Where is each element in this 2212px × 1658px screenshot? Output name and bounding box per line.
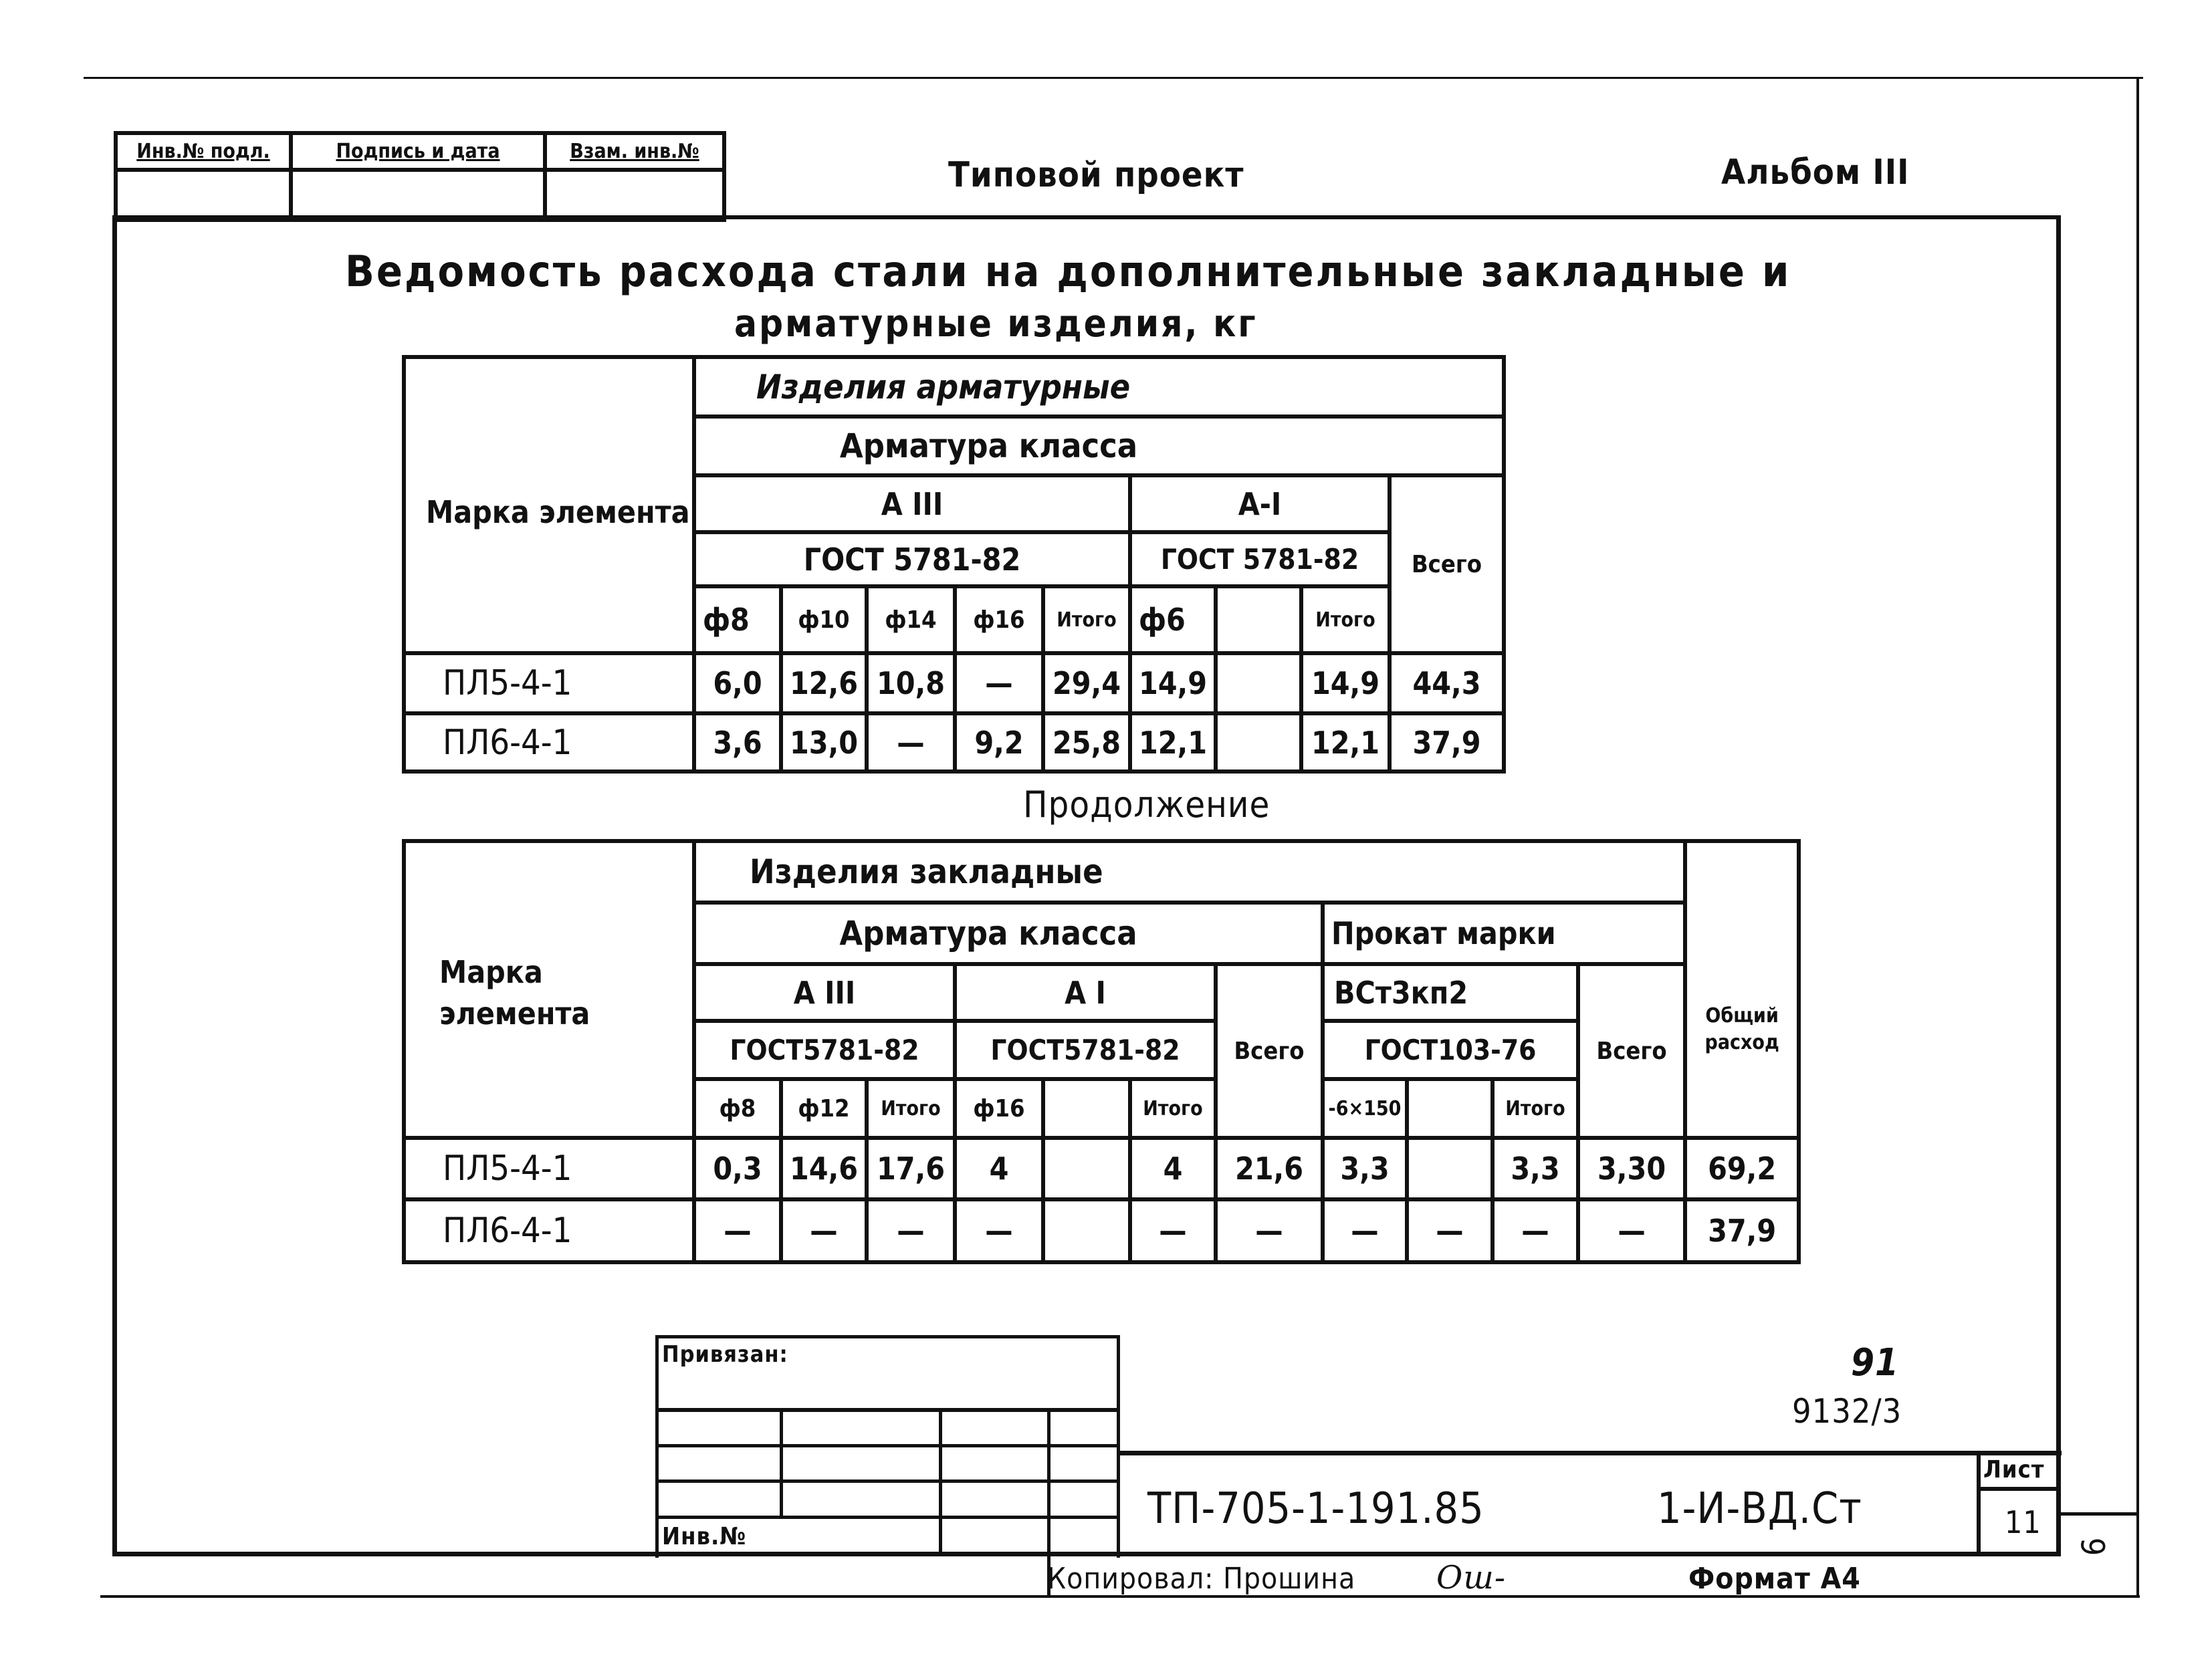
table-row xyxy=(404,1138,1799,1199)
total-rebar-header: Всего xyxy=(1216,964,1323,1138)
cell xyxy=(1216,653,1301,713)
cell: 12,6 xyxy=(781,653,867,713)
cell: — xyxy=(1407,1199,1492,1262)
cell: 69,2 xyxy=(1685,1138,1799,1199)
side-page-number: 6 xyxy=(2076,1536,2114,1556)
sheet-divider xyxy=(1977,1487,2061,1491)
cell: — xyxy=(955,653,1043,713)
cell: 21,6 xyxy=(1216,1138,1323,1199)
cell: 9,2 xyxy=(955,713,1043,772)
rebar-products-table xyxy=(402,355,1506,774)
subcol-header: Итого xyxy=(1043,586,1130,653)
bound-col-line xyxy=(780,1408,783,1518)
cell: 3,3 xyxy=(1492,1138,1578,1199)
cell: 6,0 xyxy=(694,653,781,713)
cell: 3,30 xyxy=(1578,1138,1685,1199)
group-header: Изделия закладные xyxy=(694,841,1685,903)
cell: — xyxy=(1323,1199,1407,1262)
signature: Ош- xyxy=(1436,1559,1507,1596)
copied-by: Копировал: Прошина xyxy=(1047,1562,1356,1596)
cell: — xyxy=(781,1199,867,1262)
cell: 4 xyxy=(1130,1138,1216,1199)
inv-label: Инв.№ xyxy=(662,1523,747,1550)
subcol-header: ф6 xyxy=(1130,586,1216,653)
gost-a1-header: ГОСТ 5781-82 xyxy=(1130,532,1390,586)
cell: — xyxy=(1130,1199,1216,1262)
subcol-header: ф16 xyxy=(955,1079,1043,1138)
cell xyxy=(1407,1138,1492,1199)
cell: — xyxy=(1216,1199,1323,1262)
document-title-line1: Ведомость расхода стали на дополнительные закладные и xyxy=(345,247,1791,297)
cell: 37,9 xyxy=(1685,1199,1799,1262)
subcol-header: Итого xyxy=(867,1079,955,1138)
class-a3-header: А III xyxy=(694,964,955,1021)
steel-grade: ВСт3кп2 xyxy=(1323,964,1578,1021)
stamp-signature-value xyxy=(291,170,545,220)
mark-header-text: Марка элемента xyxy=(426,493,690,530)
stamp-inv-header: Инв.№ подл. xyxy=(116,133,291,170)
bound-label: Привязан: xyxy=(662,1341,788,1368)
class-a1-header: А-I xyxy=(1130,475,1390,532)
group-header: Изделия арматурные xyxy=(694,357,1504,417)
stamp-replaced-value xyxy=(545,170,724,220)
cell: 29,4 xyxy=(1043,653,1130,713)
right-trim-line xyxy=(2136,77,2139,1598)
row-mark: ПЛ6-4-1 xyxy=(404,1199,694,1262)
cell: — xyxy=(694,1199,781,1262)
sheet-number: 11 xyxy=(2005,1504,2041,1540)
cell: 25,8 xyxy=(1043,713,1130,772)
class-a1-header: А I xyxy=(955,964,1216,1021)
project-label: Типовой проект xyxy=(948,155,1244,195)
grand-total-header: Общий расход xyxy=(1685,841,1799,1138)
subcol-header: Итого xyxy=(1301,586,1390,653)
mark-header xyxy=(404,357,694,653)
subcol-header: ф12 xyxy=(781,1079,867,1138)
subcol-header xyxy=(1043,1079,1130,1138)
subcol-header: ф14 xyxy=(867,586,955,653)
cell: 0,3 xyxy=(694,1138,781,1199)
cell xyxy=(1043,1199,1130,1262)
cell: — xyxy=(867,1199,955,1262)
gost-a1-header: ГОСТ5781-82 xyxy=(955,1021,1216,1079)
cell: 14,9 xyxy=(1301,653,1390,713)
cell: 44,3 xyxy=(1390,653,1504,713)
table-row xyxy=(404,1199,1799,1262)
document-title-line2: арматурные изделия, кг xyxy=(734,302,1258,346)
mark-header xyxy=(404,841,694,1138)
row-mark: ПЛ5-4-1 xyxy=(404,653,694,713)
embedded-products-table xyxy=(402,839,1801,1264)
doc-mark: 1-И-ВД.Ст xyxy=(1657,1484,1862,1534)
continuation-label: Продолжение xyxy=(1023,784,1270,826)
subcol-header: ф8 xyxy=(694,1079,781,1138)
cell: 12,1 xyxy=(1301,713,1390,772)
ref-code: 9132/3 xyxy=(1792,1392,1902,1431)
cell: 13,0 xyxy=(781,713,867,772)
class-a3-header: А III xyxy=(694,475,1130,532)
doc-code: ТП-705-1-191.85 xyxy=(1147,1484,1484,1534)
subcol-header: Итого xyxy=(1492,1079,1578,1138)
total-rolled-header: Всего xyxy=(1578,964,1685,1138)
cell: 10,8 xyxy=(867,653,955,713)
cell: — xyxy=(955,1199,1043,1262)
sheet-col-line xyxy=(1977,1451,1981,1556)
approval-stamp xyxy=(114,131,726,222)
subcol-header xyxy=(1216,586,1301,653)
cell: — xyxy=(1578,1199,1685,1262)
row-mark: ПЛ6-4-1 xyxy=(404,713,694,772)
cell: 14,6 xyxy=(781,1138,867,1199)
total-header: Всего xyxy=(1390,475,1504,653)
bound-col-line xyxy=(939,1408,942,1556)
subcol-header: -6×150 xyxy=(1323,1079,1407,1138)
gost-rolled-header: ГОСТ103-76 xyxy=(1323,1021,1578,1079)
cell: 3,6 xyxy=(694,713,781,772)
mark-header-text: Марка элемента xyxy=(439,954,590,1032)
cell: 3,3 xyxy=(1323,1138,1407,1199)
subgroup-header: Арматура класса xyxy=(694,417,1504,475)
cell: 14,9 xyxy=(1130,653,1216,713)
gost-a3-header: ГОСТ 5781-82 xyxy=(694,532,1130,586)
cell: 17,6 xyxy=(867,1138,955,1199)
cell xyxy=(1043,1138,1130,1199)
format-label: Формат А4 xyxy=(1688,1562,1861,1596)
subcol-header: Итого xyxy=(1130,1079,1216,1138)
ref-number: 91 xyxy=(1851,1341,1900,1385)
top-trim-line xyxy=(84,77,2143,79)
stamp-replaced-header: Взам. инв.№ xyxy=(545,133,724,170)
gost-a3-header: ГОСТ5781-82 xyxy=(694,1021,955,1079)
table-row xyxy=(404,713,1504,772)
cell: 37,9 xyxy=(1390,713,1504,772)
subcol-header: ф16 xyxy=(955,586,1043,653)
subcol-header: ф10 xyxy=(781,586,867,653)
stamp-inv-value xyxy=(116,170,291,220)
row-mark: ПЛ5-4-1 xyxy=(404,1138,694,1199)
subcol-header: ф8 xyxy=(694,586,781,653)
cell: — xyxy=(1492,1199,1578,1262)
stamp-signature-header: Подпись и дата xyxy=(291,133,545,170)
subgroup-rebar-header: Арматура класса xyxy=(694,903,1323,964)
title-block-top-line xyxy=(1119,1451,2062,1455)
table-row xyxy=(404,653,1504,713)
cell: 12,1 xyxy=(1130,713,1216,772)
sheet-label: Лист xyxy=(1983,1456,2045,1484)
cell: — xyxy=(867,713,955,772)
cell: 4 xyxy=(955,1138,1043,1199)
album-label: Альбом III xyxy=(1721,152,1910,193)
subcol-header xyxy=(1407,1079,1492,1138)
subgroup-rolled-header: Прокат марки xyxy=(1323,903,1685,964)
cell xyxy=(1216,713,1301,772)
